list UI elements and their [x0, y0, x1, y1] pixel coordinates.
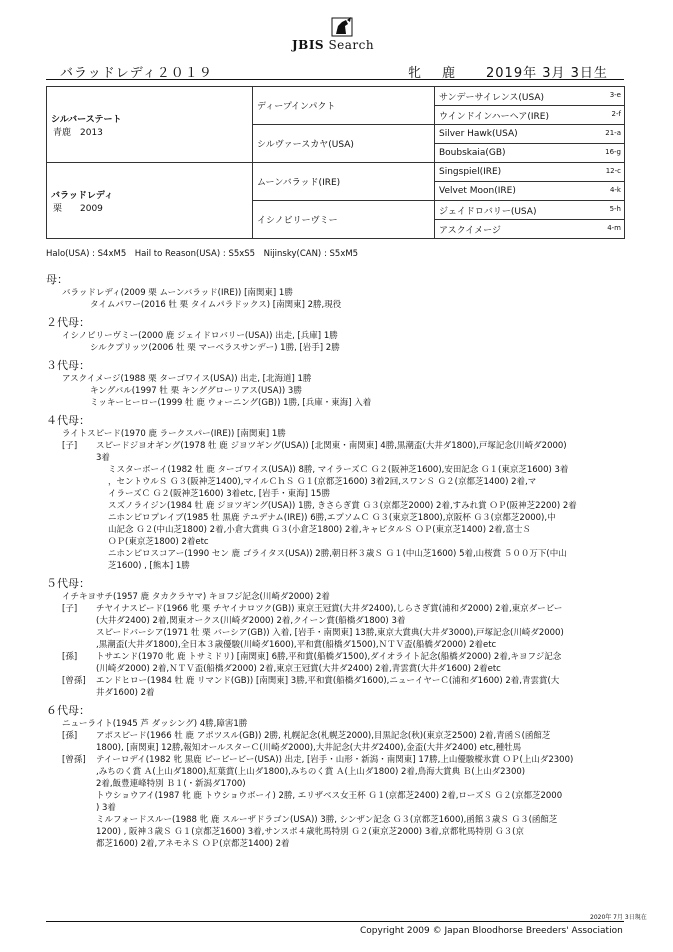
family-entry: アポスピード(1966 牡 鹿 アポツスル(GB)) 2勝, 札幌記念(札幌芝2000),目黒記念(秋)(東京芝2500) 2着,青函Ｓ(函館芝	[96, 731, 551, 741]
family-line	[46, 651, 636, 663]
great-cell	[435, 182, 625, 201]
family-line: キングバル(1997 牡 栗 キンググローリアス(USA)) 3勝	[90, 386, 302, 396]
dam-name: バラッドレディ	[51, 190, 114, 201]
family-line: ,みちのく賞 Ａ(上山ダ1800),紅葉賞(上山ダ1800),みちのく賞 Ａ(上山ダ1800) 2着,鳥海大賞典 Ｂ(上山ダ2300)	[96, 767, 526, 777]
horse-icon	[328, 14, 356, 38]
gen-title: ４代母：	[46, 414, 90, 427]
family-code: 21-a	[605, 129, 621, 137]
family-entry: エンドヒロー(1984 牡 鹿 リマンド(GB)) [南関東] 3勝,平和賞(船橋ダ1600),ニューイヤーＣ(浦和ダ1600) 2着,青雲賞(大	[96, 676, 560, 686]
footer-divider	[46, 921, 624, 922]
gen-title: ３代母：	[46, 359, 90, 372]
relation-tag: [孫]	[62, 652, 78, 662]
family-line: トウショウアイ(1987 牝 鹿 トウショウボーイ) 2勝, エリザベス女王杯 Ｇ１(京都芝2400) 2着,ローズＳ Ｇ２(京都芝2000	[96, 791, 563, 801]
family-line: イチキヨサチ(1957 鹿 タカクラヤマ) キヨフジ記念(川崎ダ2000) 2着	[62, 592, 330, 602]
family-line: ミッキーヒーロー(1999 牡 鹿 ウォーニング(GB)) 1勝, [兵庫・東海] 入着	[90, 398, 372, 408]
family-line: イシノビリーヴミー(2000 鹿 ジェイドロバリー(USA)) 出走, [兵庫] 1勝	[62, 331, 338, 341]
great-cell	[435, 106, 625, 125]
family-line	[46, 440, 636, 452]
grandsire-cell: ディープインパクト	[253, 87, 435, 125]
great-cell	[435, 163, 625, 182]
family-code: 3-e	[609, 91, 621, 99]
family-line: ,黒潮盃(大井ダ1800),全日本３歳優駿(川崎ダ1600),平和賞(船橋ダ1500),ＮＴＶ盃(船橋ダ2000) 2着etc	[96, 640, 497, 650]
family-line	[46, 754, 636, 766]
relation-tag: [曾孫]	[62, 755, 86, 765]
family-line	[46, 603, 636, 615]
family-line: ) 3着	[96, 803, 116, 813]
family-line	[46, 675, 636, 687]
family-entry: スピードジヨオギング(1978 牡 鹿 ジヨツギング(USA)) [北関東・南関東] 4勝,黒潮盃(大井ダ1800),戸塚記念(川崎ダ2000)	[96, 441, 567, 451]
granddam-cell: イシノビリーヴミー	[253, 201, 435, 239]
great-name: Velvet Moon(IRE)	[439, 186, 516, 196]
family-line: 1800), [南関東] 12勝,報知オールスターＣ(川崎ダ2000),大井記念(大井ダ2400),金盃(大井ダ2400) etc,種牡馬	[96, 743, 522, 753]
horse-sex: 牝 鹿	[408, 66, 460, 81]
family-entry: テイーロデイ(1982 牝 黒鹿 ビーピービー(USA)) 出走, [岩手・山形・新潟・南関東] 17勝,上山優駿樅氷賞 ＯＰ(上山ダ2300)	[96, 755, 574, 765]
dam-sub: 栗 2009	[53, 203, 103, 214]
family-entry: トサエンド(1970 牝 鹿 トサミドリ) [南関東] 6勝,平和賞(船橋ダ1500),ダイオライト記念(船橋ダ2000) 2着,キヨフジ記念	[96, 652, 562, 662]
family-line: 山記念 Ｇ２(中山芝1800) 2着,小倉大賞典 Ｇ３(小倉芝1800) 2着,キャピタルＳ ＯＰ(東京芝1400) 2着,富士Ｓ	[108, 525, 531, 535]
horse-name: バラッドレディ２０１９	[60, 66, 213, 81]
family-line: バラッドレディ(2009 栗 ムーンバラッド(IRE)) [南関東] 1勝	[62, 288, 293, 298]
relation-tag: [孫]	[62, 731, 78, 741]
family-code: 4-k	[609, 186, 621, 194]
great-cell	[435, 144, 625, 163]
great-name: アスクイメージ	[439, 225, 501, 236]
dam-cell	[47, 163, 253, 239]
gen-title: ２代母：	[46, 316, 90, 329]
sire-sub: 青鹿 2013	[53, 127, 103, 138]
family-code: 12-c	[605, 167, 621, 175]
family-line: ミルフォードスルー(1988 牝 鹿 スルーザドラゴン(USA)) 3勝, シンザン記念 Ｇ３(京都芝1600),函館３歳Ｓ Ｇ３(函館芝	[96, 815, 558, 825]
gen-title: ６代母：	[46, 704, 90, 717]
family-code: 16-g	[605, 148, 621, 156]
family-line: ミスターボーイ(1982 牡 鹿 ターゴワイス(USA)) 8勝, マイラーズＣ Ｇ２(阪神芝1600),安田記念 Ｇ１(東京芝1600) 3着	[108, 465, 569, 475]
relation-tag: [子]	[62, 441, 78, 451]
family-line: 芝1600) , [熊本] 1勝	[108, 561, 190, 571]
great-name: サンデーサイレンス(USA)	[439, 92, 545, 103]
gen-title: 母：	[46, 273, 68, 286]
great-cell	[435, 87, 625, 106]
family-line: イラーズＣ Ｇ２(阪神芝1600) 3着etc, [岩手・東海] 15勝	[108, 489, 330, 499]
granddam-cell: ムーンバラッド(IRE)	[253, 163, 435, 201]
logo-brand: JBIS	[292, 38, 325, 52]
great-name: Boubskaia(GB)	[439, 148, 506, 158]
family-line: タイムパワー(2016 牡 栗 タイムパラドックス) [南関東] 2勝,現役	[90, 300, 342, 310]
family-line: ニューライト(1945 芦 ダッシング) 4勝,障害1勝	[62, 719, 248, 729]
relation-tag: [子]	[62, 604, 78, 614]
copyright: Copyright 2009 © Japan Bloodhorse Breeders' Association	[360, 926, 623, 936]
family-line: ライトスピード(1970 鹿 ラークスパー(IRE)) [南関東] 1勝	[62, 429, 286, 439]
family-line: スピードバーシア(1971 牡 栗 バーシア(GB)) 入着, [岩手・南関東] 13勝,東京大賞典(大井ダ3000),戸塚記念(川崎ダ2000)	[96, 628, 564, 638]
family-line: ＯＰ(東京芝1800) 2着etc	[108, 537, 209, 547]
report-date: 2020年 7月 3日現在	[590, 914, 647, 921]
gen-title: ５代母：	[46, 577, 90, 590]
family-code: 4-m	[607, 224, 621, 232]
sire-name: シルバーステート	[51, 114, 122, 125]
family-line	[46, 730, 636, 742]
family-line: 2着,飯豊連峰特別 Ｂ１(・新潟ダ1700)	[96, 779, 246, 789]
inbreeding-crosses: Halo(USA) : S4xM5 Hail to Reason(USA) : S5xS5 Nijinsky(CAN) : S5xM5	[46, 249, 359, 259]
family-line: ，セントウルＳ Ｇ３(阪神芝1400),マイルＣｈＳ Ｇ１(京都芝1600) 3着2回,スワンＳ Ｇ２(京都芝1400) 2着,マ	[108, 477, 537, 487]
family-code: 2-f	[611, 110, 621, 118]
horse-dob: 2019年 3月 3日生	[486, 66, 608, 81]
family-code: 5-h	[609, 205, 621, 213]
family-line: シルクプリッツ(2006 牡 栗 マーベラスサンデー) 1勝, [岩手] 2勝	[90, 343, 340, 353]
title-row	[46, 62, 624, 80]
great-name: Singspiel(IRE)	[439, 167, 502, 177]
logo-suffix: Search	[328, 38, 375, 52]
family-line: 都芝1600) 2着,アネモネＳ ＯＰ(京都芝1400) 2着	[96, 839, 290, 849]
grandsire-cell: シルヴァースカヤ(USA)	[253, 125, 435, 163]
family-line: (川崎ダ2000) 2着,ＮＴＶ盃(船橋ダ2000) 2着,東京王冠賞(大井ダ2400) 2着,青雲賞(大井ダ1600) 2着etc	[96, 664, 501, 674]
pedigree-table	[46, 86, 625, 239]
great-name: Silver Hawk(USA)	[439, 129, 518, 139]
great-cell	[435, 220, 625, 239]
family-line: ニホンピロスコアー(1990 セン 鹿 ゴライタス(USA)) 2勝,朝日杯３歳Ｓ Ｇ１(中山芝1600) 5着,山桜賞 ５００万下(中山	[108, 549, 567, 559]
family-line: (大井ダ2400) 2着,関東オークス(川崎ダ2000) 2着,クイーン賞(船橋ダ1800) 3着	[96, 616, 406, 626]
great-cell	[435, 201, 625, 220]
family-line: ニホンピロプレイブ(1985 牡 黒鹿 テユデナム(IRE)) 6勝,エプソムＣ Ｇ３(東京芝1800),京阪杯 Ｇ３(京都芝2000),中	[108, 513, 556, 523]
family-line: 井ダ1600) 2着	[96, 688, 155, 698]
relation-tag: [曾孫]	[62, 676, 86, 686]
jbis-logo	[292, 14, 388, 54]
great-name: ウインドインハーヘア(IRE)	[439, 111, 549, 122]
great-name: ジェイドロバリー(USA)	[439, 206, 537, 217]
family-line: 3着	[96, 453, 110, 463]
family-line: 1200) , 阪神３歳Ｓ Ｇ１(京都芝1600) 3着,サンスポ４歳牝馬特別 Ｇ２(東京芝2000) 3着,京都牝馬特別 Ｇ３(京	[96, 827, 524, 837]
sire-cell	[47, 87, 253, 163]
family-section	[46, 268, 636, 850]
family-line: スズノライジン(1984 牡 鹿 ジヨツギング(USA)) 1勝, きさらぎ賞 Ｇ３(京都芝2000) 2着,すみれ賞 ＯＰ(阪神芝2200) 2着	[108, 501, 577, 511]
family-line: アスクイメージ(1988 栗 ターゴワイス(USA)) 出走, [北海道] 1勝	[62, 374, 312, 384]
great-cell	[435, 125, 625, 144]
family-entry: チヤイナスピード(1966 牝 栗 チヤイナロツク(GB)) 東京王冠賞(大井ダ2400),しらさぎ賞(浦和ダ2000) 2着,東京ダービー	[96, 604, 563, 614]
